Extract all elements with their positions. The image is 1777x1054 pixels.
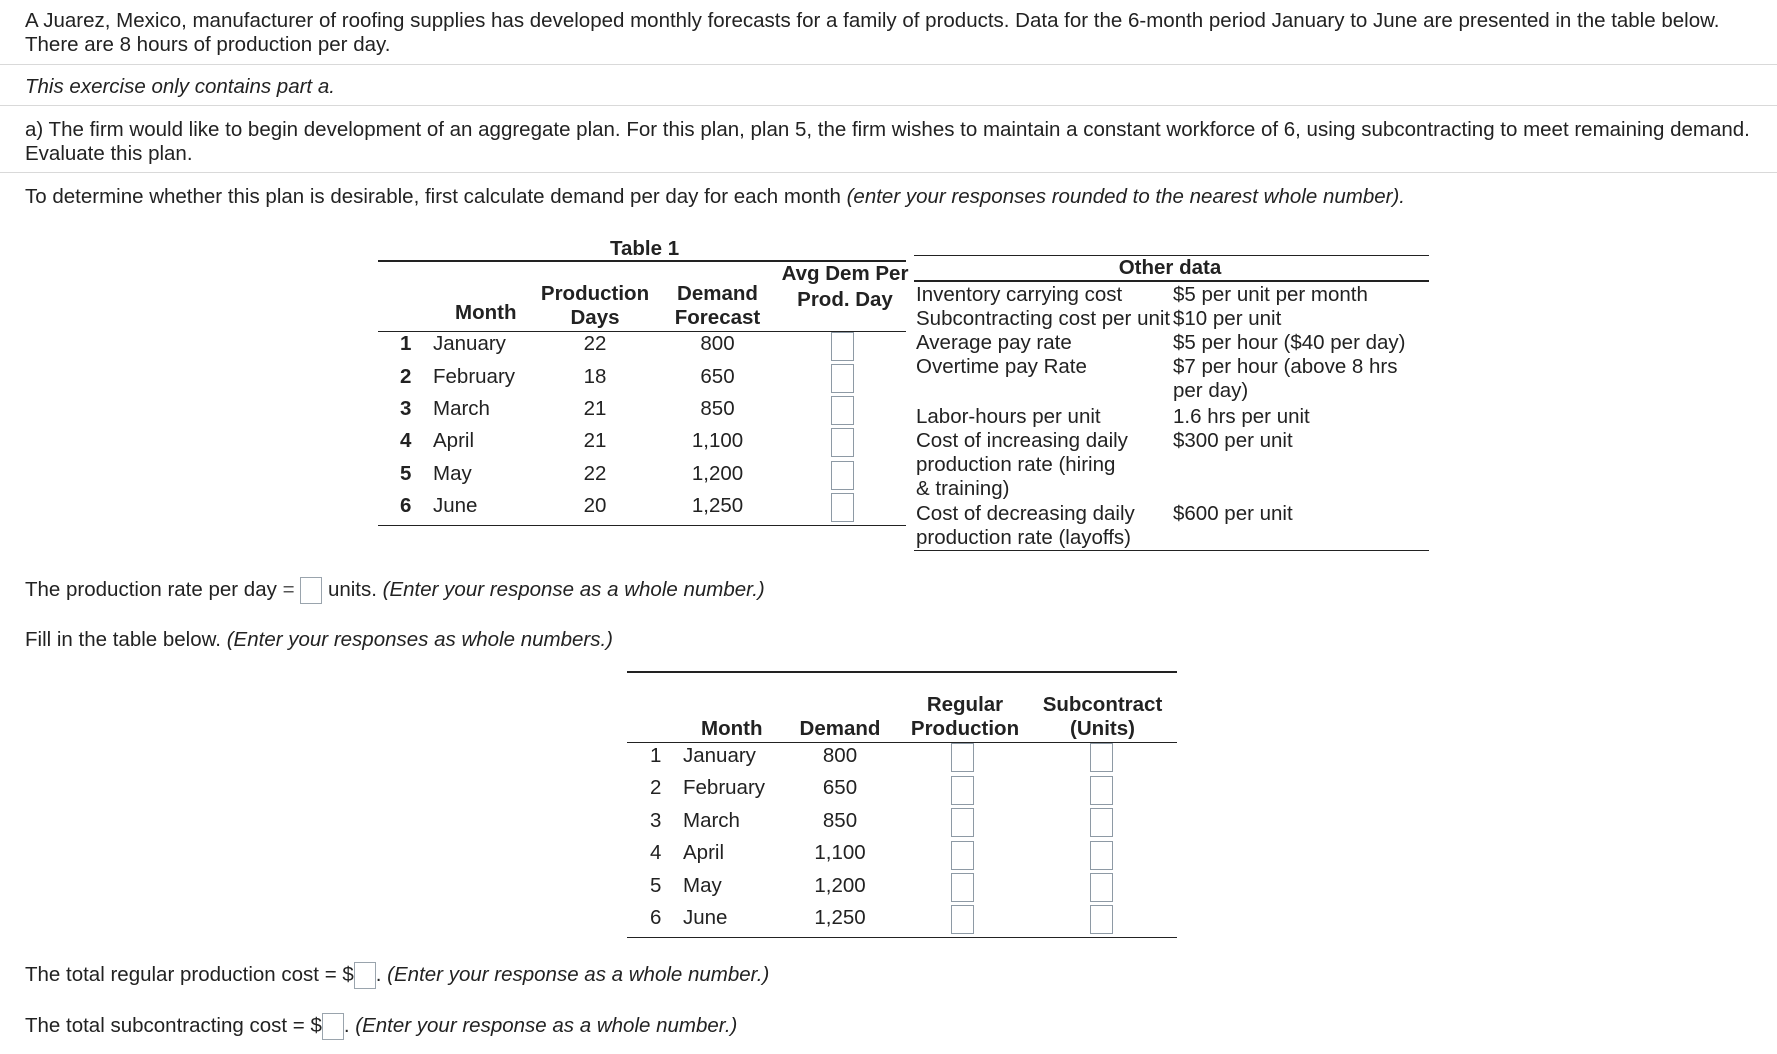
table1-row-num: 1 (400, 332, 412, 355)
regular-production-input-june[interactable] (951, 905, 974, 934)
table2-row-month: May (683, 874, 722, 897)
table1-row-month: May (433, 462, 472, 485)
table1-row-demand: 1,100 (691, 429, 744, 452)
table1-header-avg: Avg Dem Per (781, 262, 909, 285)
table1-row-num: 5 (400, 462, 412, 485)
other-data-header-rule (914, 280, 1429, 282)
avg-demand-input-january[interactable] (831, 332, 854, 361)
table2-row-num: 3 (650, 809, 662, 832)
exercise-note: This exercise only contains part a. (25, 75, 335, 98)
instruction-main: To determine whether this plan is desirable, first calculate demand per day for each month (25, 185, 841, 208)
table1-row-month: February (433, 365, 516, 388)
table2-row-month: April (683, 841, 725, 864)
table1-header-days: Days (570, 306, 620, 329)
table2-row-num: 1 (650, 744, 662, 767)
subcontract-input-march[interactable] (1090, 808, 1113, 837)
instruction-text (25, 185, 1757, 209)
table2-row-num: 5 (650, 874, 662, 897)
table2-row-demand: 1,100 (814, 841, 866, 864)
intro-text: A Juarez, Mexico, manufacturer of roofing supplies has developed monthly forecasts for a family of products. Data for the 6-month period January to June are presented in the table below. There are 8 hours of production per day. (25, 9, 1720, 56)
avg-demand-input-may[interactable] (831, 461, 854, 490)
subcontract-input-april[interactable] (1090, 841, 1113, 870)
subcontract-input-june[interactable] (1090, 905, 1113, 934)
increase-cost-value: $300 per unit (1173, 429, 1293, 452)
part-a-text: a) The firm would like to begin development of an aggregate plan. For this plan, plan 5, the firm wishes to maintain a constant workforce of 6, using subcontracting to meet remaining demand. Evaluate this plan. (25, 118, 1750, 165)
table2-row-demand: 650 (822, 776, 858, 799)
table2-row-demand: 1,200 (814, 874, 866, 897)
table2-header-demand: Demand (799, 717, 881, 740)
divider (0, 64, 1777, 65)
total-sub-line (25, 1013, 737, 1040)
total-sub-label: The total subcontracting cost = $ (25, 1013, 322, 1037)
table1-row-demand: 650 (700, 365, 735, 388)
pay-rate-label: Average pay rate (916, 331, 1072, 354)
table1-row-days: 22 (583, 332, 607, 355)
subcontract-input-january[interactable] (1090, 743, 1113, 772)
increase-cost-label-cont2: & training) (916, 477, 1010, 500)
equals-sign: = (282, 577, 295, 601)
decrease-cost-value: $600 per unit (1173, 502, 1293, 525)
production-rate-input[interactable] (300, 577, 322, 604)
divider (0, 172, 1777, 173)
table1-bottom-rule (378, 525, 906, 526)
table1-row-demand: 1,250 (691, 494, 744, 517)
total-regular-input[interactable] (354, 962, 376, 989)
table1-row-num: 3 (400, 397, 412, 420)
table1-row-days: 21 (583, 429, 607, 452)
regular-production-input-march[interactable] (951, 808, 974, 837)
table2-row-demand: 1,250 (814, 906, 866, 929)
regular-production-input-april[interactable] (951, 841, 974, 870)
total-sub-input[interactable] (322, 1013, 344, 1040)
table2-row-month: March (683, 809, 740, 832)
table2-row-month: February (683, 776, 766, 799)
inventory-cost-value: $5 per unit per month (1173, 283, 1368, 306)
production-rate-line (25, 577, 765, 604)
regular-production-input-may[interactable] (951, 873, 974, 902)
production-rate-hint: (Enter your response as a whole number.) (382, 577, 765, 601)
other-data-bottom-rule (914, 550, 1429, 551)
avg-demand-input-june[interactable] (831, 493, 854, 522)
table1-header-month: Month (455, 301, 517, 324)
table2-header-regular: Regular (926, 693, 1004, 716)
table1-title: Table 1 (610, 237, 680, 260)
total-regular-hint: (Enter your response as a whole number.) (387, 962, 770, 986)
table1-row-days: 20 (583, 494, 607, 517)
table2-top-rule (627, 671, 1177, 673)
other-data-title: Other data (1118, 256, 1222, 279)
decrease-cost-label: Cost of decreasing daily (916, 502, 1135, 525)
fill-table-text: Fill in the table below. (25, 628, 222, 651)
table2-row-month: June (683, 906, 728, 929)
regular-production-input-january[interactable] (951, 743, 974, 772)
table1-row-month: June (433, 494, 478, 517)
table1-row-days: 22 (583, 462, 607, 485)
increase-cost-label: Cost of increasing daily (916, 429, 1128, 452)
subcontract-input-may[interactable] (1090, 873, 1113, 902)
increase-cost-label-cont: production rate (hiring (916, 453, 1116, 476)
production-rate-unit: units. (327, 577, 377, 601)
labor-hours-label: Labor-hours per unit (916, 405, 1101, 428)
overtime-value: $7 per hour (above 8 hrs (1173, 355, 1398, 378)
total-sub-period: . (343, 1013, 350, 1037)
table1-header-production: Production (540, 282, 650, 305)
table1-row-month: March (433, 397, 490, 420)
total-sub-hint: (Enter your response as a whole number.) (355, 1013, 738, 1037)
labor-hours-value: 1.6 hrs per unit (1173, 405, 1310, 428)
table2-row-month: January (683, 744, 756, 767)
decrease-cost-label-cont: production rate (layoffs) (916, 526, 1131, 549)
table1-row-num: 4 (400, 429, 412, 452)
table1-row-month: January (433, 332, 506, 355)
total-regular-line (25, 962, 769, 989)
table1-row-demand: 1,200 (691, 462, 744, 485)
overtime-label: Overtime pay Rate (916, 355, 1087, 378)
avg-demand-input-march[interactable] (831, 396, 854, 425)
table2-header-month: Month (701, 717, 763, 740)
table2-header-units: (Units) (1070, 717, 1135, 740)
total-regular-label: The total regular production cost = $ (25, 962, 354, 986)
table1-row-month: April (433, 429, 475, 452)
subcontract-input-february[interactable] (1090, 776, 1113, 805)
table1-row-demand: 800 (700, 332, 735, 355)
table1-row-num: 2 (400, 365, 412, 388)
overtime-value-cont: per day) (1173, 379, 1249, 402)
subcontract-cost-value: $10 per unit (1173, 307, 1282, 330)
avg-demand-input-february[interactable] (831, 364, 854, 393)
pay-rate-value: $5 per hour ($40 per day) (1173, 331, 1406, 354)
table2-row-num: 2 (650, 776, 662, 799)
table1-row-num: 6 (400, 494, 412, 517)
table1-row-demand: 850 (700, 397, 735, 420)
table1-row-days: 21 (583, 397, 607, 420)
fill-table-line (25, 628, 613, 652)
fill-table-hint: (Enter your responses as whole numbers.) (226, 628, 613, 651)
table2-header-production: Production (910, 717, 1020, 740)
table1-header-forecast: Forecast (674, 306, 761, 329)
table2-row-demand: 800 (822, 744, 858, 767)
table2-bottom-rule (627, 937, 1177, 938)
production-rate-label: The production rate per day (25, 577, 277, 601)
avg-demand-input-april[interactable] (831, 428, 854, 457)
regular-production-input-february[interactable] (951, 776, 974, 805)
divider (0, 105, 1777, 106)
subcontract-cost-label: Subcontracting cost per unit (916, 307, 1171, 330)
table2-row-num: 4 (650, 841, 662, 864)
instruction-hint: (enter your responses rounded to the nearest whole number). (846, 185, 1405, 208)
table2-header-subcontract: Subcontract (1042, 693, 1163, 716)
table1-header-demand: Demand (677, 282, 758, 305)
inventory-cost-label: Inventory carrying cost (916, 283, 1123, 306)
table1-header-prodday: Prod. Day (797, 288, 893, 311)
table2-row-num: 6 (650, 906, 662, 929)
total-regular-period: . (375, 962, 382, 986)
table1-row-days: 18 (583, 365, 607, 388)
table2-row-demand: 850 (822, 809, 858, 832)
